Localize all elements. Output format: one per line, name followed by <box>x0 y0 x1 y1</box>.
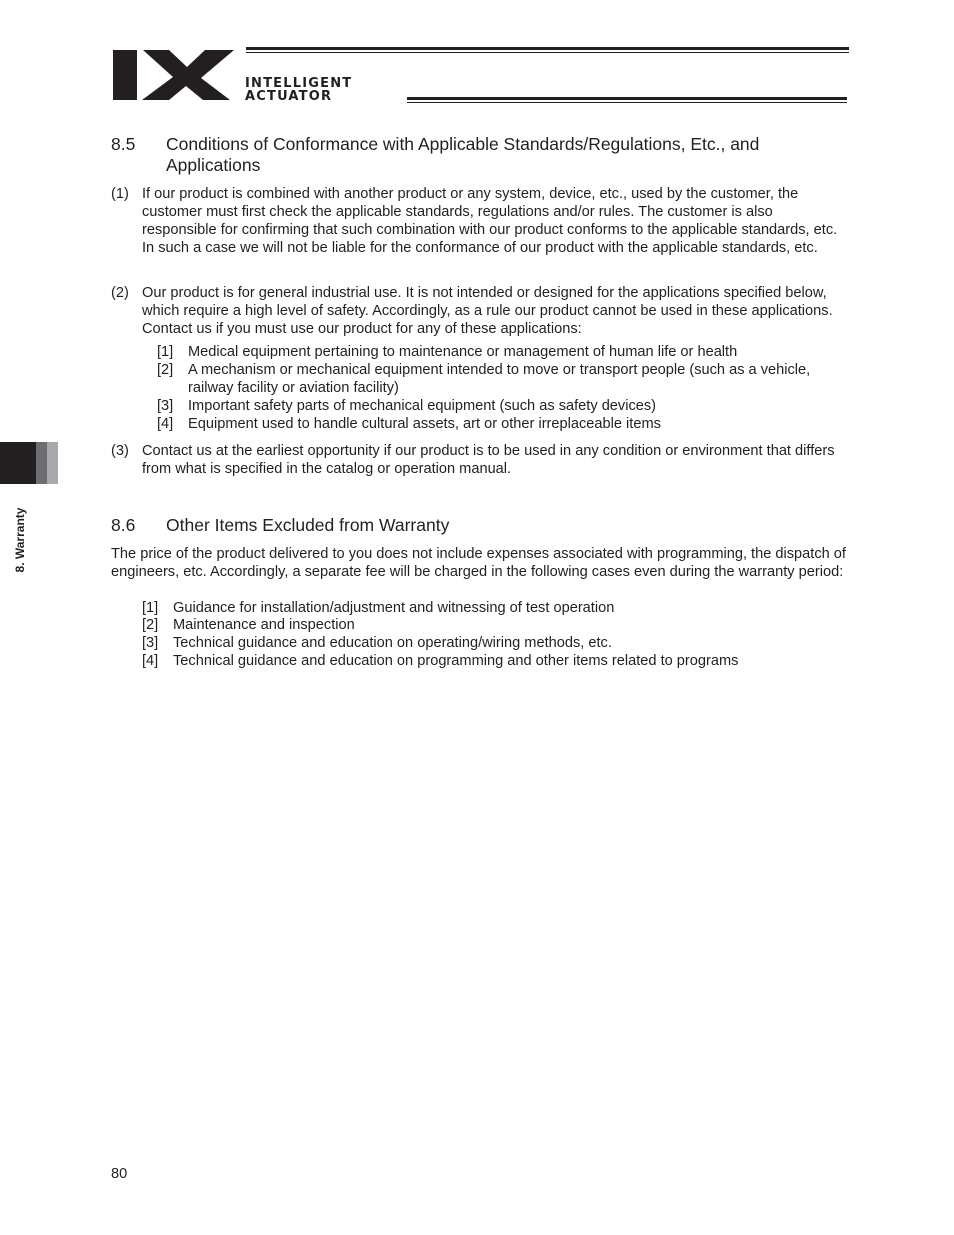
section-85-number: 8.5 <box>111 134 136 154</box>
sub-item-4-number: [4] <box>157 416 174 432</box>
item-1-number: (1) <box>111 186 129 202</box>
header-rule-top-thin <box>246 52 849 53</box>
ix-logo <box>113 45 241 103</box>
chapter-tab-mid <box>36 442 47 484</box>
item-2-number: (2) <box>111 285 129 301</box>
header-rule-top <box>246 47 849 50</box>
excluded-item-4-text: Technical guidance and education on programming and other items related to programs <box>173 653 739 669</box>
item-3-number: (3) <box>111 443 129 459</box>
item-3-text: Contact us at the earliest opportunity if our product is to be used in any condition or environment that differs from what is specified in the catalog or operation manual. <box>142 443 835 477</box>
chapter-tab-dark <box>0 442 36 484</box>
sub-item-4-text: Equipment used to handle cultural assets, art or other irreplaceable items <box>188 416 661 432</box>
section-86-intro: The price of the product delivered to you does not include expenses associated with programming, the dispatch of engineers, etc. Accordingly, a separate fee will be charged in the following cases even during the warranty period: <box>111 546 846 580</box>
brand-intelligent: INTELLIGENT <box>245 76 353 91</box>
sub-item-1-number: [1] <box>157 344 174 360</box>
sub-item-2-number: [2] <box>157 362 174 378</box>
item-2-text: Our product is for general industrial use. It is not intended or designed for the applications specified below, which require a high level of safety. Accordingly, as a rule our product cannot be used in these applications. Contact us if you must use our product for any of these applications: <box>142 285 833 337</box>
brand-actuator: ACTUATOR <box>245 89 333 104</box>
section-86-title: Other Items Excluded from Warranty <box>166 515 450 535</box>
excluded-item-4-number: [4] <box>142 653 159 669</box>
sub-item-3-text: Important safety parts of mechanical equipment (such as safety devices) <box>188 398 657 414</box>
excluded-item-3-text: Technical guidance and education on operating/wiring methods, etc. <box>173 635 612 651</box>
excluded-item-3-number: [3] <box>142 635 159 651</box>
sub-item-1-text: Medical equipment pertaining to maintenance or management of human life or health <box>188 344 738 360</box>
chapter-tab-light <box>47 442 58 484</box>
header-rule-bottom-thin <box>407 102 847 103</box>
section-86-number: 8.6 <box>111 515 136 535</box>
sub-item-3-number: [3] <box>157 398 174 414</box>
excluded-item-2-text: Maintenance and inspection <box>173 617 355 633</box>
excluded-item-2-number: [2] <box>142 617 159 633</box>
excluded-item-1-number: [1] <box>142 600 159 616</box>
header-rule-bottom <box>407 97 847 100</box>
page-number: 80 <box>111 1166 128 1182</box>
section-85-title: Conditions of Conformance with Applicable Standards/Regulations, Etc., and Applications <box>166 134 760 175</box>
excluded-item-1-text: Guidance for installation/adjustment and witnessing of test operation <box>173 600 615 616</box>
sub-item-2-text: A mechanism or mechanical equipment intended to move or transport people (such as a vehicle, railway facility or aviation facility) <box>188 362 811 396</box>
item-1-text: If our product is combined with another product or any system, device, etc., used by the customer, the customer must first check the applicable standards, regulations and/or rules. The customer is also responsible for confirming that such combination with our product conforms to the applicable standards, etc. In such a case we will not be liable for the conformance of our product with the applicable standards, etc. <box>142 186 838 256</box>
chapter-side-label: 8. Warranty <box>13 507 27 573</box>
